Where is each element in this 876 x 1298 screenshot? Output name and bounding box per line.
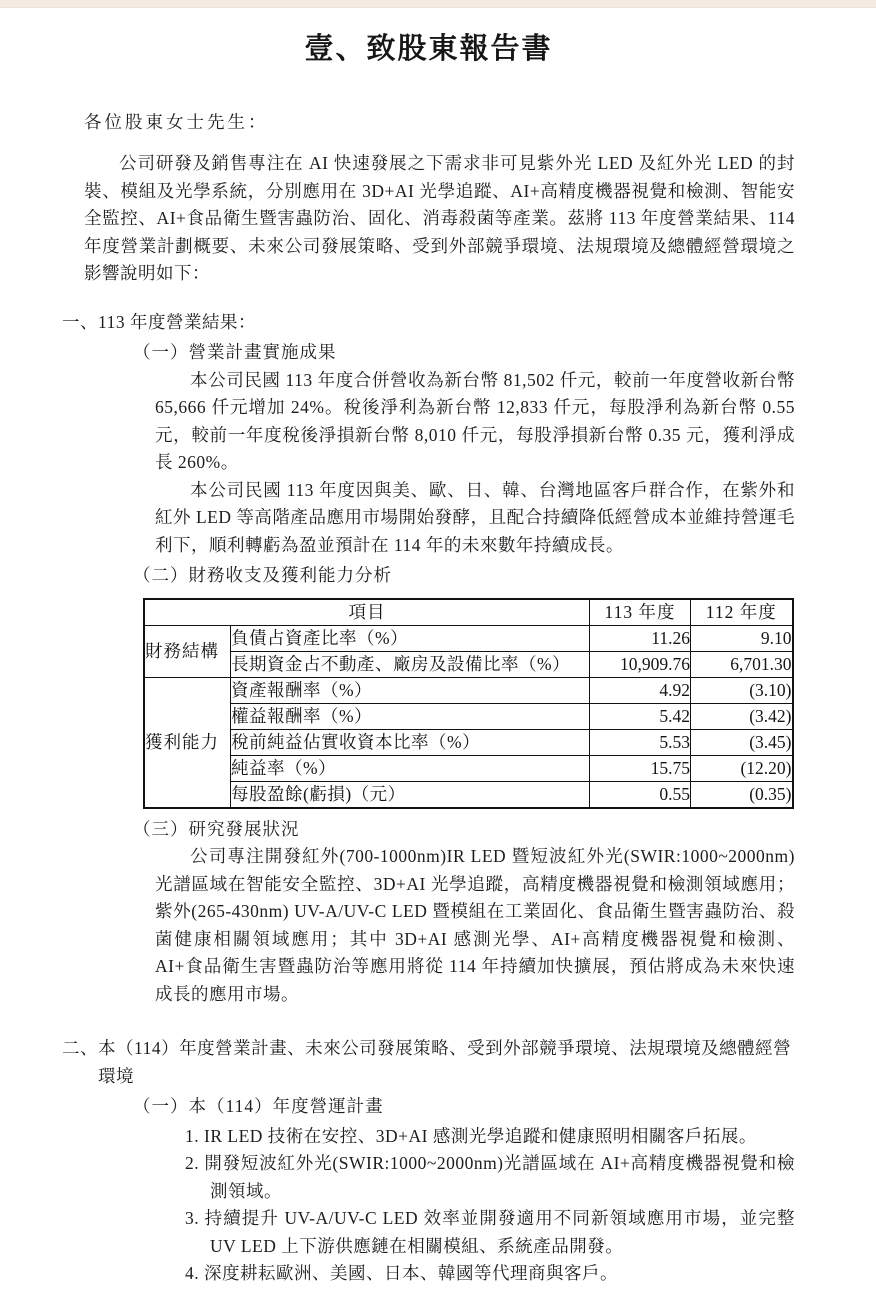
row-value-y113: 5.53 [590,729,691,755]
table-row [144,703,793,729]
group-label-profitability: 獲利能力 [144,677,231,808]
table-header-y112: 112 年度 [691,599,793,626]
row-value-y112: (3.45) [691,729,793,755]
row-value-y112: 9.10 [691,625,793,651]
section-2-1-heading: （一）本（114）年度營運計畫 [133,1096,384,1116]
row-value-y113: 11.26 [590,625,691,651]
table-row [144,781,793,808]
table-row [144,625,793,651]
section-1-1-heading: （一）營業計畫實施成果 [133,342,337,362]
row-item-label: 資產報酬率（%） [231,677,590,703]
table-row [144,755,793,781]
operating-plan-list [185,1123,795,1288]
table-header-y113: 113 年度 [590,599,691,626]
group-label-financial-structure: 財務結構 [144,625,231,677]
table-header-item: 項目 [144,599,590,626]
page-title: 壹、致股東報告書 [304,33,553,65]
section-1-heading: 一、113 年度營業結果： [62,311,256,332]
financial-analysis-table [143,598,794,809]
table-row [144,651,793,677]
row-value-y113: 15.75 [590,755,691,781]
section-2-heading: 二、本（114）年度營業計畫、未來公司發展策略、受到外部競爭環境、法規環境及總體經營環境 [62,1038,792,1086]
row-item-label: 純益率（%） [231,755,590,781]
row-value-y113: 5.42 [590,703,691,729]
list-item: 深度耕耘歐洲、美國、日本、韓國等代理商與客戶。 [204,1263,618,1283]
table-row [144,677,793,703]
row-value-y112: (0.35) [691,781,793,808]
row-value-y113: 10,909.76 [590,651,691,677]
intro-paragraph: 公司研發及銷售專注在 AI 快速發展之下需求非可見紫外光 LED 及紅外光 LED 的封裝、模組及光學系統，分別應用在 3D+AI 光學追蹤、AI+高精度機器視覺和檢測、智能安全監控、AI+食品衛生暨害蟲防治、固化、消毒殺菌等產業。茲將 113 年度營業結果、114 年度營業計劃概要、未來公司發展策略、受到外部競爭環境、法規環境及總體經營環境之影響說明如下： [84,153,795,283]
row-value-y112: (12.20) [691,755,793,781]
section-1-1-paragraph-1: 本公司民國 113 年度合併營收為新台幣 81,502 仟元，較前一年度營收新台幣 65,666 仟元增加 24%。稅後淨利為新台幣 12,833 仟元，每股淨利為新台幣 0.55 元，較前一年度稅後淨損新台幣 8,010 仟元，每股淨損新台幣 0.35 元，獲利淨成長 260%。 [155,369,795,472]
row-value-y112: (3.42) [691,703,793,729]
page-top-border [0,0,876,8]
row-value-y112: 6,701.30 [691,651,793,677]
row-value-y113: 4.92 [590,677,691,703]
row-item-label: 稅前純益佔實收資本比率（%） [231,729,590,755]
section-1-2-heading: （二）財務收支及獲利能力分析 [133,565,392,585]
list-item: 開發短波紅外光(SWIR:1000~2000nm)光譜區域在 AI+高精度機器視覺和檢測領域。 [204,1153,796,1201]
row-value-y113: 0.55 [590,781,691,808]
row-item-label: 負債占資產比率（%） [231,625,590,651]
section-1-1-paragraph-2: 本公司民國 113 年度因與美、歐、日、韓、台灣地區客戶群合作，在紫外和紅外 LED 等高階產品應用市場開始發酵，且配合持續降低經營成本並維持營運毛利下，順利轉虧為盈並預計在 114 年的未來數年持續成長。 [155,479,795,555]
list-item: IR LED 技術在安控、3D+AI 感測光學追蹤和健康照明相關客戶拓展。 [204,1125,757,1146]
section-1-3-paragraph: 公司專注開發紅外(700-1000nm)IR LED 暨短波紅外光(SWIR:1000~2000nm)光譜區域在智能安全監控、3D+AI 光學追蹤，高精度機器視覺和檢測領域應用；紫外(265-430nm) UV-A/UV-C LED 暨模組在工業固化、食品衛生暨害蟲防治、殺菌健康相關領域應用；其中 3D+AI 感測光學、AI+高精度機器視覺和檢測、AI+食品衛生害暨蟲防治等應用將從 114 年持續加快擴展，預估將成為未來快速成長的應用市場。 [155,846,795,1004]
row-item-label: 長期資金占不動產、廠房及設備比率（%） [231,651,590,677]
section-1-3-heading: （三）研究發展狀況 [133,818,300,839]
table-row [144,729,793,755]
row-value-y112: (3.10) [691,677,793,703]
row-item-label: 權益報酬率（%） [231,703,590,729]
table-header-row [144,599,793,626]
row-item-label: 每股盈餘(虧損)（元） [231,781,590,808]
greeting-line: 各位股東女士先生： [84,112,269,132]
list-item: 持續提升 UV-A/UV-C LED 效率並開發適用不同新領域應用市場，並完整 UV LED 上下游供應鏈在相關模組、系統產品開發。 [204,1208,796,1256]
